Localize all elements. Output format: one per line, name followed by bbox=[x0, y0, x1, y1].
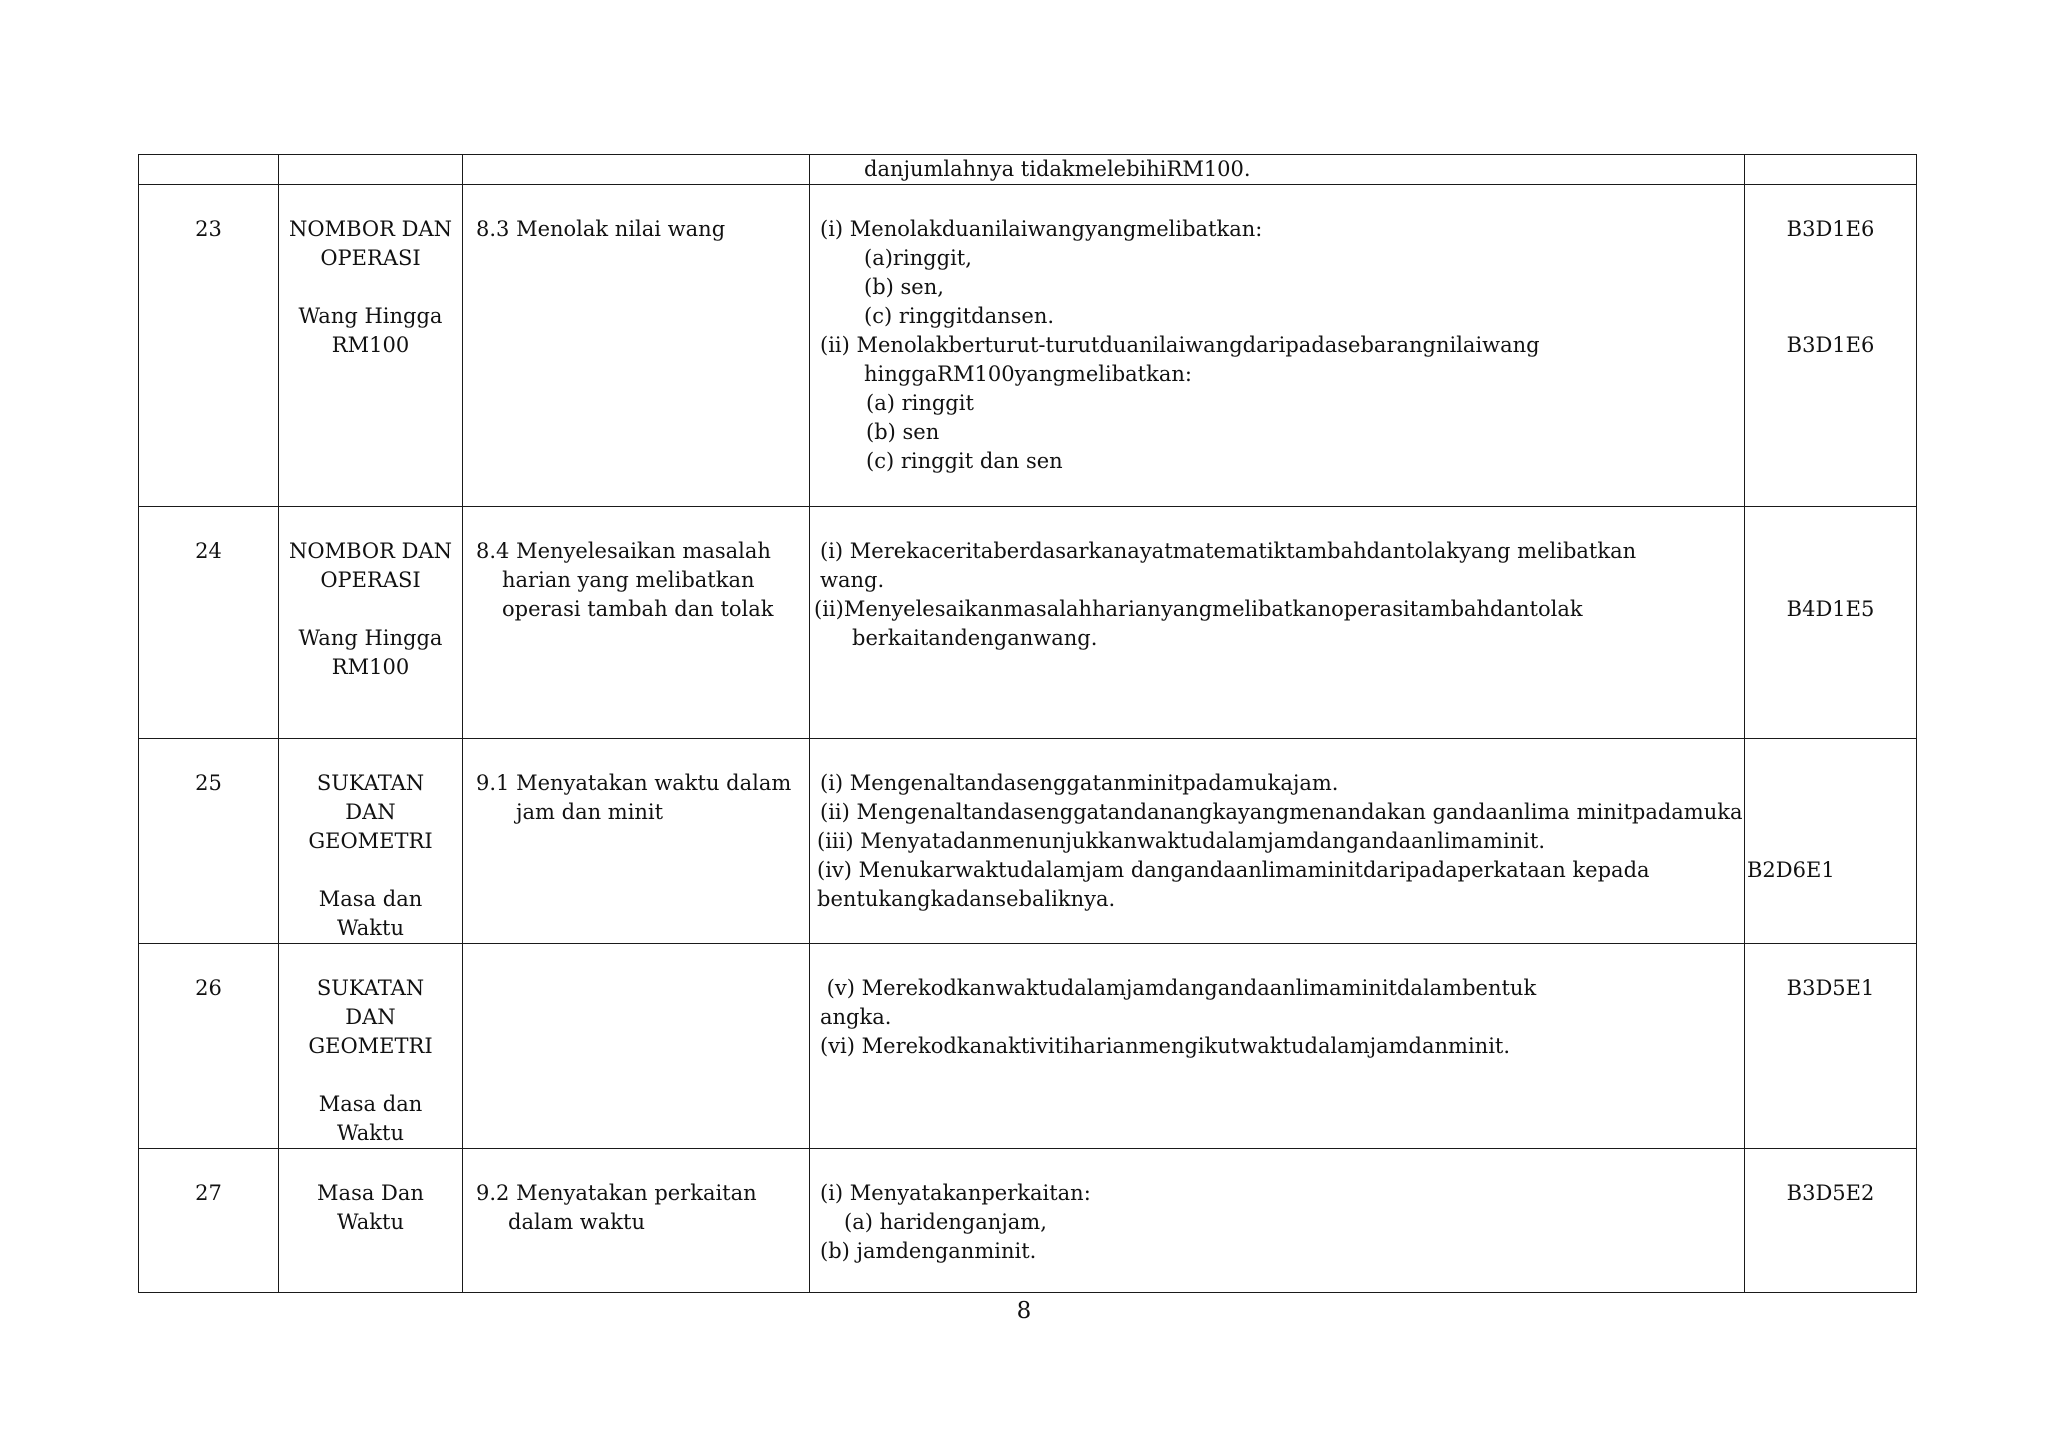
objective-cell bbox=[810, 944, 1745, 1149]
performance-code: B4D1E5 bbox=[1786, 597, 1875, 621]
week-number: 24 bbox=[139, 507, 279, 739]
objective-line: bentukangkadansebaliknya. bbox=[817, 887, 1116, 911]
code-cell bbox=[1745, 507, 1917, 739]
code-cell bbox=[1745, 739, 1917, 944]
unit-subtitle: Wang Hingga bbox=[298, 626, 443, 650]
table-row bbox=[139, 507, 1917, 739]
standard-text: 8.4 Menyelesaikan masalah bbox=[476, 539, 771, 563]
lesson-plan-table bbox=[138, 154, 1917, 1293]
week-number: 26 bbox=[139, 944, 279, 1149]
code-cell bbox=[1745, 944, 1917, 1149]
week-number: 27 bbox=[139, 1149, 279, 1293]
unit-subtitle: Masa dan bbox=[318, 1092, 423, 1116]
unit-title: DAN bbox=[345, 800, 396, 824]
objective-line: (v) Merekodkanwaktudalamjamdangandaanlimaminitdalambentuk bbox=[820, 976, 1537, 1000]
table-row bbox=[139, 185, 1917, 507]
objective-line: (a) ringgit bbox=[866, 391, 974, 415]
table-row bbox=[139, 944, 1917, 1149]
unit-cell bbox=[279, 185, 463, 507]
unit-title: Masa Dan bbox=[317, 1181, 424, 1205]
performance-code: B3D5E1 bbox=[1786, 976, 1875, 1000]
performance-code: B3D1E6 bbox=[1786, 333, 1875, 357]
week-cell bbox=[139, 155, 279, 185]
performance-code: B3D1E6 bbox=[1786, 217, 1875, 241]
standard-text: operasi tambah dan tolak bbox=[502, 597, 774, 621]
standard-text: harian yang melibatkan bbox=[502, 568, 755, 592]
objective-line: (i) Mengenaltandasenggatanminitpadamukajam. bbox=[820, 771, 1339, 795]
objective-line: (b) jamdenganminit. bbox=[820, 1239, 1037, 1263]
objective-cell bbox=[810, 739, 1745, 944]
unit-title: Waktu bbox=[337, 1210, 404, 1234]
unit-subtitle: Wang Hingga bbox=[298, 304, 443, 328]
unit-subtitle: RM100 bbox=[331, 333, 410, 357]
standard-text: dalam waktu bbox=[508, 1210, 645, 1234]
objective-line: berkaitandenganwang. bbox=[852, 626, 1098, 650]
objective-line: (c) ringgit dan sen bbox=[866, 449, 1063, 473]
objective-line: (i) Merekaceritaberdasarkanayatmatematiktambahdantolakyang melibatkan bbox=[820, 539, 1637, 563]
objective-line: angka. bbox=[820, 1005, 892, 1029]
week-number: 23 bbox=[139, 185, 279, 507]
unit-title: GEOMETRI bbox=[308, 1034, 433, 1058]
unit-subtitle: Waktu bbox=[337, 1121, 404, 1145]
standard-cell bbox=[463, 507, 810, 739]
objective-cell bbox=[810, 185, 1745, 507]
standard-cell bbox=[463, 739, 810, 944]
objective-line: (a) haridenganjam, bbox=[844, 1210, 1047, 1234]
unit-cell bbox=[279, 507, 463, 739]
objective-line: (ii) Menolakberturut-turutduanilaiwangdaripadasebarangnilaiwang bbox=[820, 333, 1540, 357]
unit-subtitle: Waktu bbox=[337, 916, 404, 940]
unit-subtitle: RM100 bbox=[331, 655, 410, 679]
objective-line: (b) sen, bbox=[864, 275, 944, 299]
code-cell bbox=[1745, 185, 1917, 507]
unit-title: NOMBOR DAN bbox=[289, 539, 452, 563]
unit-subtitle: Masa dan bbox=[318, 887, 423, 911]
week-number: 25 bbox=[139, 739, 279, 944]
unit-title: GEOMETRI bbox=[308, 829, 433, 853]
standard-text: 9.1 Menyatakan waktu dalam bbox=[476, 771, 792, 795]
objective-line: (i) Menyatakanperkaitan: bbox=[820, 1181, 1091, 1205]
objective-cell bbox=[810, 1149, 1745, 1293]
code-cell bbox=[1745, 155, 1917, 185]
table-row bbox=[139, 739, 1917, 944]
unit-title: DAN bbox=[345, 1005, 396, 1029]
unit-cell bbox=[279, 739, 463, 944]
objective-line: (a)ringgit, bbox=[864, 246, 972, 270]
unit-cell bbox=[279, 155, 463, 185]
objective-line: hinggaRM100yangmelibatkan: bbox=[864, 362, 1192, 386]
unit-cell bbox=[279, 1149, 463, 1293]
objective-line: (i) Menolakduanilaiwangyangmelibatkan: bbox=[820, 217, 1263, 241]
table-row-continuation bbox=[139, 155, 1917, 185]
objective-line: danjumlahnya tidakmelebihiRM100. bbox=[864, 157, 1251, 181]
objective-line: (iv) Menukarwaktudalamjam dangandaanlimaminitdaripadaperkataan kepada bbox=[817, 858, 1650, 882]
performance-code: B2D6E1 bbox=[1747, 858, 1835, 882]
unit-title: OPERASI bbox=[320, 246, 421, 270]
code-cell bbox=[1745, 1149, 1917, 1293]
objective-line: (iii) Menyatadanmenunjukkanwaktudalamjamdangandaanlimaminit. bbox=[817, 829, 1546, 853]
standard-cell bbox=[463, 185, 810, 507]
objective-line: (ii)Menyelesaikanmasalahharianyangmelibatkanoperasitambahdantolak bbox=[814, 597, 1583, 621]
standard-text: 9.2 Menyatakan perkaitan bbox=[476, 1181, 757, 1205]
standard-cell bbox=[463, 1149, 810, 1293]
objective-line: (c) ringgitdansen. bbox=[864, 304, 1055, 328]
objective-line: wang. bbox=[820, 568, 885, 592]
standard-cell bbox=[463, 155, 810, 185]
unit-title: OPERASI bbox=[320, 568, 421, 592]
unit-cell bbox=[279, 944, 463, 1149]
table-row bbox=[139, 1149, 1917, 1293]
standard-text: 8.3 Menolak nilai wang bbox=[476, 217, 726, 241]
page-number: 8 bbox=[1016, 1298, 1032, 1324]
unit-title: SUKATAN bbox=[316, 771, 425, 795]
objective-cell bbox=[810, 155, 1745, 185]
objective-line: (ii) Mengenaltandasenggatandanangkayangmenandakan gandaanlima minitpadamuka bbox=[820, 800, 1743, 824]
performance-code: B3D5E2 bbox=[1786, 1181, 1875, 1205]
unit-title: NOMBOR DAN bbox=[289, 217, 452, 241]
standard-cell bbox=[463, 944, 810, 1149]
objective-cell bbox=[810, 507, 1745, 739]
objective-line: (vi) Merekodkanaktivitiharianmengikutwaktudalamjamdanminit. bbox=[820, 1034, 1511, 1058]
objective-line: (b) sen bbox=[866, 420, 940, 444]
unit-title: SUKATAN bbox=[316, 976, 425, 1000]
standard-text: jam dan minit bbox=[516, 800, 664, 824]
